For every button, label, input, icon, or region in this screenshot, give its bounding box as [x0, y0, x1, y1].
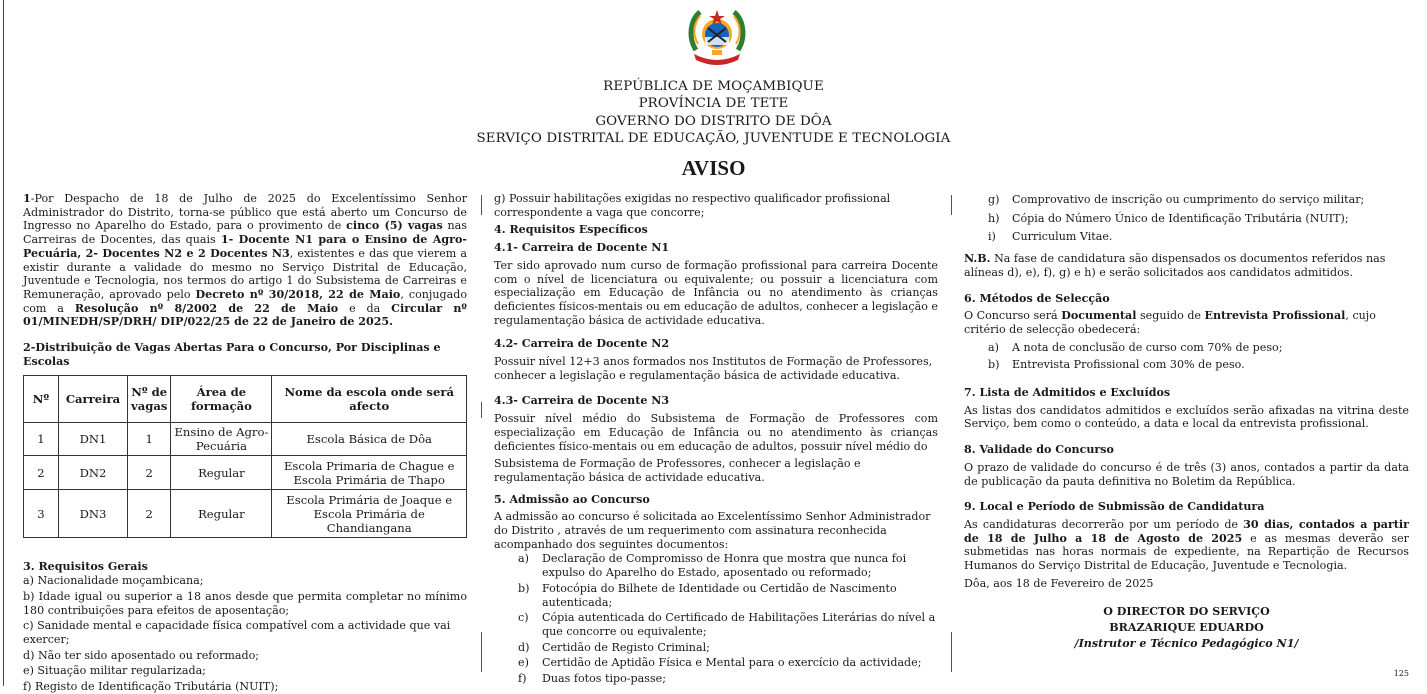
header-republic: REPÚBLICA DE MOÇAMBIQUE — [603, 79, 824, 94]
list-item: a) A nota de conclusão de curso com 70% de peso; — [988, 340, 1283, 354]
table-header: Nome da escola onde será afecto — [272, 376, 467, 423]
table-cell: Escola Básica de Dôa — [272, 423, 467, 456]
section-4-2-title: 4.2- Carreira de Docente N2 — [494, 337, 670, 351]
table-row — [24, 490, 467, 538]
section-4-1-title: 4.1- Carreira de Docente N1 — [494, 241, 670, 255]
document-title: AVISO — [681, 156, 746, 180]
page-number: 125 — [1393, 669, 1409, 678]
section-8-text: O prazo de validade do concurso é de três (3) anos, contados a partir da data de publicação da pauta definitiva no Boletim da República. — [964, 460, 1409, 488]
section-4-2-text: Possuir nível 12+3 anos formados nos Institutos de Formação de Professores, conhecer a legislação e regulamentação básica de actividade educativa. — [494, 355, 933, 382]
list-item: b) Idade igual ou superior a 18 anos desde que permita completar no mínimo 180 contribuições para efeitos de aposentação; — [23, 589, 467, 617]
table-row — [24, 423, 467, 456]
list-item: e) Situação militar regularizada; — [23, 664, 206, 678]
column-divider — [951, 195, 952, 215]
nb-note: N.B. Na fase de candidatura são dispensados os documentos referidos nas alíneas d), e), f), g) e h) e serão solicitados aos candidatos admitidos. — [964, 252, 1386, 279]
table-cell: 1 — [24, 423, 59, 456]
list-item: c) Cópia autenticada do Certificado de Habilitações Literárias do nível a que concorre ou equivalente; — [518, 611, 936, 638]
column-divider — [481, 195, 482, 215]
section-4-3-title: 4.3- Carreira de Docente N3 — [494, 394, 670, 408]
header-service: SERVIÇO DISTRITAL DE EDUCAÇÃO, JUVENTUDE E TECNOLOGIA — [476, 131, 951, 147]
table-header: Nº — [24, 376, 59, 423]
list-item: b) Fotocópia do Bilhete de Identidade ou Certidão de Nascimento autenticada; — [518, 581, 897, 609]
list-item: d) Não ter sido aposentado ou reformado; — [23, 648, 260, 662]
list-item: f) Duas fotos tipo-passe; — [518, 672, 666, 686]
table-header: Área de formação — [171, 376, 272, 423]
table-cell: Regular — [171, 456, 272, 490]
column-3 — [964, 192, 1409, 652]
section-4-3-text-continued: Subsistema de Formação de Professores, conhecer a legislação e regulamentação básica de actividade educativa. — [494, 457, 861, 484]
section-1-paragraph: 1-Por Despacho de 18 de Julho de 2025 do Excelentíssimo Senhor Administrador do Distrito, torna-se público que está aberto um Concurso de Ingresso no Aparelho do Estado, para o provimento de cinco (5) vagas nas Carreiras de Docentes, das quais 1- Docente N1 para o Ensino de Agro-Pecuária, 2- Docentes N2 e 2 Docentes N3, existentes e das que vierem a existir durante a validade do mesmo no Serviço Distrital de Educação, Juventude e Tecnologia, nos termos do artigo 1 do Subsistema de Carreiras e Remuneração, aprovado pelo Decreto nº 30/2018, 22 de Maio, conjugado com a Resolução nº 8/2002 de 22 de Maio e da Circular nº 01/MINEDH/SP/DRH/ DIP/022/25 de 22 de Janeiro de 2025. — [23, 192, 468, 329]
table-header-row — [24, 376, 467, 423]
list-item: i) Curriculum Vitae. — [988, 230, 1113, 244]
section-5-intro: A admissão ao concurso é solicitada ao Excelentíssimo Senhor Administrador do Distrito , através de um requerimento com assinatura reconhecida acompanhado dos seguintes documentos: — [494, 510, 931, 551]
list-item: c) Sanidade mental e capacidade física compatível com a actividade que vai exercer; — [23, 619, 451, 646]
column-2 — [494, 192, 938, 688]
section-3-title: 3. Requisitos Gerais — [23, 560, 148, 574]
list-item: f) Registo de Identificação Tributária (NUIT); — [23, 680, 279, 694]
table-cell: Escola Primaria de Chague e Escola Primária de Thapo — [272, 456, 467, 490]
table-row — [24, 456, 467, 490]
signing-date: Dôa, aos 18 de Fevereiro de 2025 — [964, 576, 1154, 590]
list-item: h) Cópia do Número Único de Identificação Tributária (NUIT); — [988, 211, 1349, 225]
list-item: b) Entrevista Profissional com 30% de peso. — [988, 358, 1245, 372]
column-divider — [951, 632, 952, 672]
list-item: a) Nacionalidade moçambicana; — [23, 574, 204, 588]
table-header: Carreira — [59, 376, 128, 423]
section-9-text: As candidaturas decorrerão por um período de 30 dias, contados a partir de 18 de Julho a 18 de Agosto de 2025 e as mesmas deverão ser submetidas nas horas normais de expediente, na Repartição de Recursos Humanos do Serviço Distrital de Educação, Juventude e Tecnologia. — [964, 517, 1409, 573]
table-cell: DN3 — [59, 490, 128, 538]
section-6-text: O Concurso será Documental seguido de Entrevista Profissional, cujo critério de selecção obedecerá: — [964, 309, 1376, 336]
table-cell: DN2 — [59, 456, 128, 490]
table-cell: Ensino de Agro-Pecuária — [171, 423, 272, 456]
column-divider — [481, 402, 482, 418]
list-item: d) Certidão de Registo Criminal; — [518, 640, 710, 654]
table-cell: Escola Primária de Joaque e Escola Primária de Chandiangana — [272, 490, 467, 538]
document-header — [0, 78, 1427, 148]
section-4-title: 4. Requisitos Específicos — [494, 223, 648, 237]
table-cell: DN1 — [59, 423, 128, 456]
column-1 — [23, 192, 467, 694]
table-cell: 2 — [128, 456, 171, 490]
signature-role: /Instrutor e Técnico Pedagógico N1/ — [1074, 637, 1299, 651]
table-header: Nº de vagas — [128, 376, 171, 423]
list-item: g) Possuir habilitações exigidas no respectivo qualificador profissional correspondente a vaga que concorre; — [494, 192, 891, 219]
header-district: GOVERNO DO DISTRITO DE DÔA — [595, 113, 832, 129]
table-cell: 1 — [128, 423, 171, 456]
section-4-1-text: Ter sido aprovado num curso de formação profissional para carreira Docente com o nível de licenciatura ou equivalente; ou possuir a licenciatura com especialização em Educação de Infância ou no atendimento às crianças deficientes físicos-mentais ou em educação de adultos, conhecer a legislação e regulamentação básica de actividade educativa. — [494, 258, 938, 327]
signature-block — [964, 604, 1409, 652]
section-6-title: 6. Métodos de Selecção — [964, 291, 1110, 305]
vacancies-table — [23, 375, 467, 538]
list-item: e) Certidão de Aptidão Física e Mental para o exercício da actividade; — [518, 656, 922, 670]
section-7-title: 7. Lista de Admitidos e Excluídos — [964, 386, 1171, 400]
list-item: g) Comprovativo de inscrição ou cumprimento do serviço militar; — [988, 193, 1365, 206]
signature-title: O DIRECTOR DO SERVIÇO — [1103, 605, 1270, 619]
signature-name: BRAZARIQUE EDUARDO — [1109, 621, 1264, 635]
table-cell: 2 — [24, 456, 59, 490]
section-8-title: 8. Validade do Concurso — [964, 443, 1114, 457]
coat-of-arms-emblem — [686, 4, 748, 74]
section-9-title: 9. Local e Período de Submissão de Candidatura — [964, 500, 1265, 514]
table-cell: 2 — [128, 490, 171, 538]
section-2-title: 2-Distribuição de Vagas Abertas Para o Concurso, Por Disciplinas e Escolas — [23, 341, 441, 368]
section-7-text: As listas dos candidatos admitidos e excluídos serão afixadas na vitrina deste Serviço, bem como o conteúdo, a data e local da entrevista profissional. — [964, 403, 1409, 431]
section-4-3-text: Possuir nível médio do Subsistema de Formação de Professores com especialização em Educação de Infância ou no atendimento às crianças deficientes físico-mentais ou em educação de adultos, possuir nível médio do — [494, 412, 938, 453]
list-item: a) Declaração de Compromisso de Honra que mostra que nunca foi expulso do Aparelho do Estado, aposentado ou reformado; — [518, 552, 907, 580]
table-cell: Regular — [171, 490, 272, 538]
header-province: PROVÍNCIA DE TETE — [638, 96, 789, 112]
column-divider — [481, 632, 482, 672]
table-cell: 3 — [24, 490, 59, 538]
section-5-title: 5. Admissão ao Concurso — [494, 492, 650, 506]
